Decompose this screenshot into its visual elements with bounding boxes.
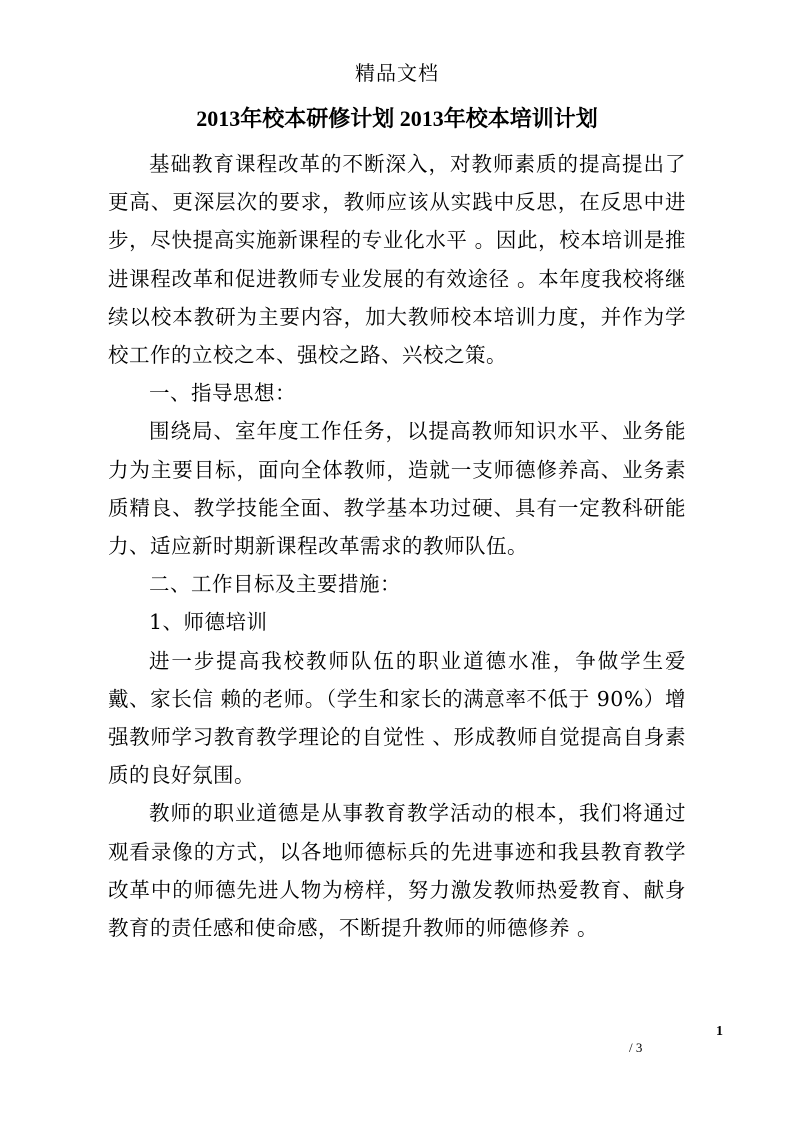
ethics-goal-paragraph: 进一步提高我校教师队伍的职业道德水准，争做学生爱戴、家长信 赖的老师。（学生和家长的满意率不低于 90%）增强教师学习教育教学理论的自觉性 、形成教师自觉提高自身素质的良好氛围。	[108, 648, 686, 788]
intro-paragraph: 基础教育课程改革的不断深入，对教师素质的提高提出了更高、更深层次的要求，教师应该从实践中反思，在反思中进步，尽快提高实施新课程的专业化水平 。因此，校本培训是推进课程改革和促进教师专业发展的有效途径 。本年度我校将继续以校本教研为主要内容，加大教师校本培训力度，并作为学校工作的立校之本、强校之路、兴校之策。	[108, 152, 686, 368]
guiding-thought-paragraph: 围绕局、室年度工作任务，以提高教师知识水平、业务能力为主要目标，面向全体教师，造就一支师德修养高、业务素质精良、教学技能全面、教学基本功过硬、具有一定教科研能力、适应新时期新课程改革需求的教师队伍。	[108, 419, 686, 559]
page-total: / 3	[629, 1040, 643, 1055]
section-heading-goals-measures: 二、工作目标及主要措施：	[149, 572, 401, 597]
document-title: 2013年校本研修计划 2013年校本培训计划	[196, 106, 598, 131]
subheading-ethics-training: 1、师德培训	[149, 610, 268, 635]
section-heading-guiding-thought: 一、指导思想：	[149, 381, 296, 406]
ethics-method-paragraph: 教师的职业道德是从事教育教学活动的根本，我们将通过观看录像的方式，以各地师德标兵的先进事迹和我县教育教学改革中的师德先进人物为榜样，努力激发教师热爱教育、献身教育的责任感和使命感，不断提升教师的师德修养 。	[108, 801, 686, 941]
page-number: 1	[716, 1024, 723, 1039]
document-header: 精品文档	[355, 61, 439, 85]
document-body	[108, 145, 686, 947]
